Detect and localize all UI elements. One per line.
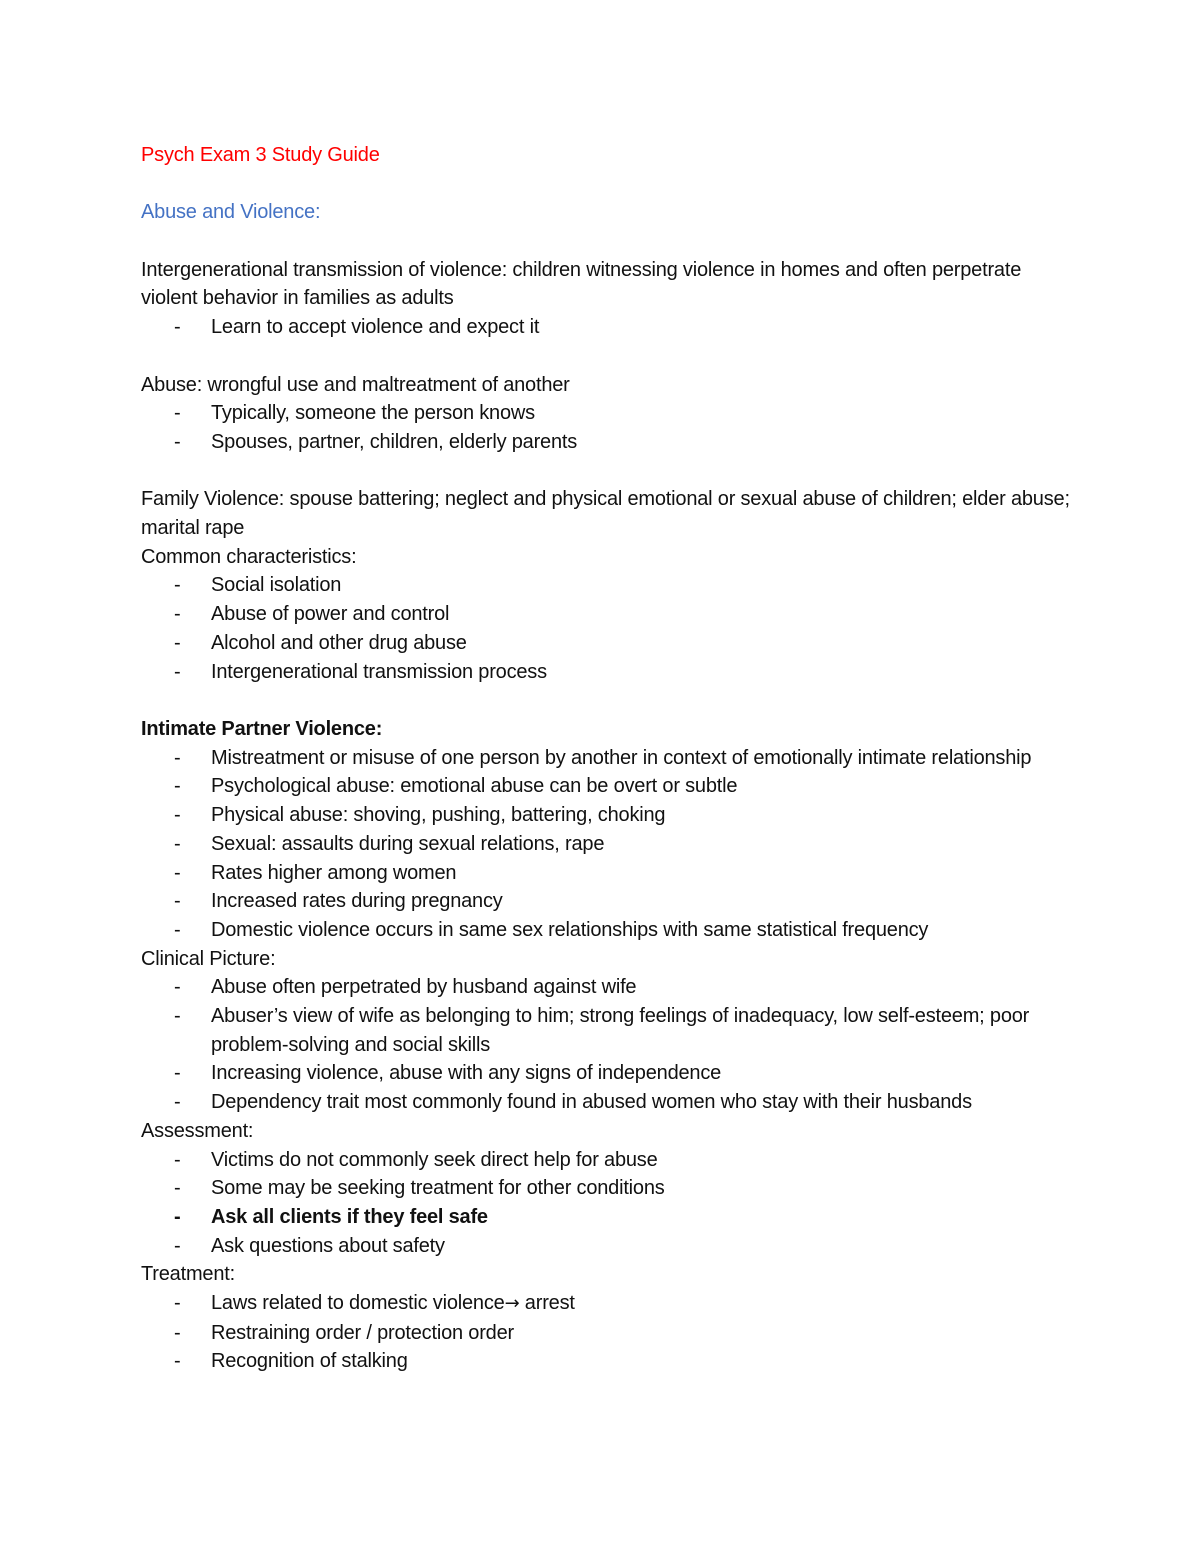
list-item: - Ask questions about safety [141,1232,1081,1261]
treatment-laws-text: Laws related to domestic violence [211,1292,505,1315]
ipv-list [141,744,1081,945]
list-item [141,1289,1081,1319]
treatment-list [141,1289,1081,1376]
list-item: - Learn to accept violence and expect it [141,313,1081,342]
list-item: - Recognition of stalking [141,1347,1081,1376]
arrow-right-icon: → [504,1293,520,1315]
list-item: - Rates higher among women [141,859,1081,888]
list-item: - Spouses, partner, children, elderly parents [141,428,1081,457]
list-item: - Alcohol and other drug abuse [141,629,1081,658]
document-page [141,141,1081,1376]
list-item: - Domestic violence occurs in same sex relationships with same statistical frequency [141,916,1081,945]
assessment-heading: Assessment: [141,1119,254,1142]
list-item: - Abuse often perpetrated by husband against wife [141,973,1081,1002]
list-item: - Victims do not commonly seek direct help for abuse [141,1146,1081,1175]
clinical-picture-heading: Clinical Picture: [141,947,276,970]
list-item: - Dependency trait most commonly found in abused women who stay with their husbands [141,1088,1081,1117]
list-item: - Mistreatment or misuse of one person by another in context of emotionally intimate relationship [141,744,1081,773]
clinical-picture-list [141,973,1081,1117]
list-item: - Sexual: assaults during sexual relations, rape [141,830,1081,859]
list-item: - Abuse of power and control [141,600,1081,629]
list-item: - Increased rates during pregnancy [141,887,1081,916]
list-item: - Increasing violence, abuse with any signs of independence [141,1059,1081,1088]
list-item: - Abuser’s view of wife as belonging to him; strong feelings of inadequacy, low self-esteem; poor problem-solving and social skills [141,1002,1081,1059]
intergenerational-definition: Intergenerational transmission of violence: children witnessing violence in homes and often perpetrate violent behavior in families as adults [141,258,1022,310]
list-item-emphasis: - Ask all clients if they feel safe [141,1203,1081,1232]
treatment-arrest-text: arrest [519,1292,575,1315]
list-item: - Intergenerational transmission process [141,658,1081,687]
section-heading: Abuse and Violence: [141,201,321,224]
abuse-definition: Abuse: wrongful use and maltreatment of another [141,373,570,396]
intergenerational-list [141,313,1081,342]
list-item: - Restraining order / protection order [141,1319,1081,1348]
list-item: - Psychological abuse: emotional abuse can be overt or subtle [141,772,1081,801]
ipv-heading: Intimate Partner Violence: [141,717,383,740]
document-title: Psych Exam 3 Study Guide [141,144,380,166]
list-item: - Typically, someone the person knows [141,399,1081,428]
treatment-heading: Treatment: [141,1263,235,1286]
family-violence-definition: Family Violence: spouse battering; neglect and physical emotional or sexual abuse of children; elder abuse; marital rape [141,488,1070,540]
list-item: - Social isolation [141,571,1081,600]
list-item: - Some may be seeking treatment for other conditions [141,1174,1081,1203]
common-characteristics-heading: Common characteristics: [141,545,357,568]
common-characteristics-list [141,571,1081,686]
list-item: - Physical abuse: shoving, pushing, battering, choking [141,801,1081,830]
abuse-list [141,399,1081,456]
assessment-list [141,1146,1081,1261]
